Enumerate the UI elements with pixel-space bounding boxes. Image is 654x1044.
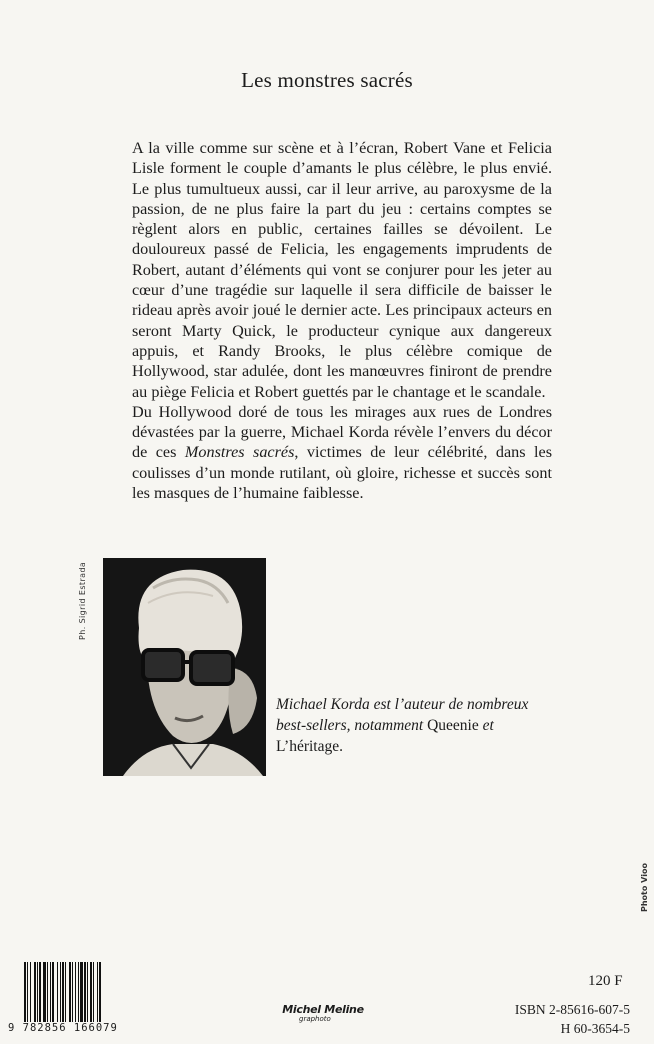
side-photo-credit: Photo Vioo [640, 863, 649, 912]
photo-credit: Ph. Sigrid Estrada [78, 561, 87, 640]
publisher-name: Michel Meline [282, 1003, 364, 1016]
author-bio [276, 694, 556, 757]
blurb-text [132, 138, 552, 503]
blurb-p2-title: Monstres sacrés [184, 443, 295, 462]
publisher-sub: graphoto [299, 1015, 331, 1023]
barcode-digits: 9 782856 166079 [8, 1022, 118, 1034]
blurb-p2-text: Du Hollywood doré de tous les mirages aux rues de Londres dévastées par la guerre, Michael Korda révèle l’envers du décor de ces [132, 402, 552, 462]
book-title: Les monstres sacrés [241, 68, 413, 92]
bio-title-1: Queenie [427, 717, 479, 734]
blurb-paragraph-2 [132, 402, 552, 503]
internal-code: H 60-3654-5 [560, 1021, 630, 1036]
author-portrait-image [103, 558, 266, 776]
bio-text: Michael Korda est l’auteur de nombreux best-sellers, notamment [276, 696, 529, 734]
bio-text-and: et [482, 717, 494, 734]
bio-title-2: L’héritage. [276, 738, 343, 755]
author-photo [103, 558, 266, 776]
book-codes [480, 1000, 630, 1038]
publisher-logo [275, 1003, 371, 1023]
barcode [24, 962, 140, 1022]
isbn: ISBN 2-85616-607-5 [514, 1002, 630, 1017]
blurb-p2-text-end: , victimes de leur célébrité, dans les coulisses d’un monde rutilant, où gloire, richesse et succès sont les masques de l’humaine faiblesse. [132, 443, 553, 503]
blurb-paragraph-1: A la ville comme sur scène et à l’écran, Robert Vane et Felicia Lisle forment le couple d’amants le plus célèbre, le plus envié. Le plus tumultueux aussi, car il leur arrive, au paroxysme de la passion, de ne plus faire la part du jeu : certains comptes se règlent alors en public, certaines failles se dévoilent. Le douloureux passé de Felicia, les engagements imprudents de Robert, autant d’éléments qui vont se conjurer pour les jeter au cœur d’une tragédie sur laquelle il sera difficile de baisser le rideau après avoir joué le dernier acte. Les principaux acteurs en seront Marty Quick, le producteur cynique aux dangereux appuis, et Randy Brooks, le plus célèbre comique de Hollywood, star adulée, dont les manœuvres finiront de prendre au piège Felicia et Robert guettés par le chantage et le scandale. [132, 139, 552, 401]
price: 120 F [588, 973, 623, 989]
